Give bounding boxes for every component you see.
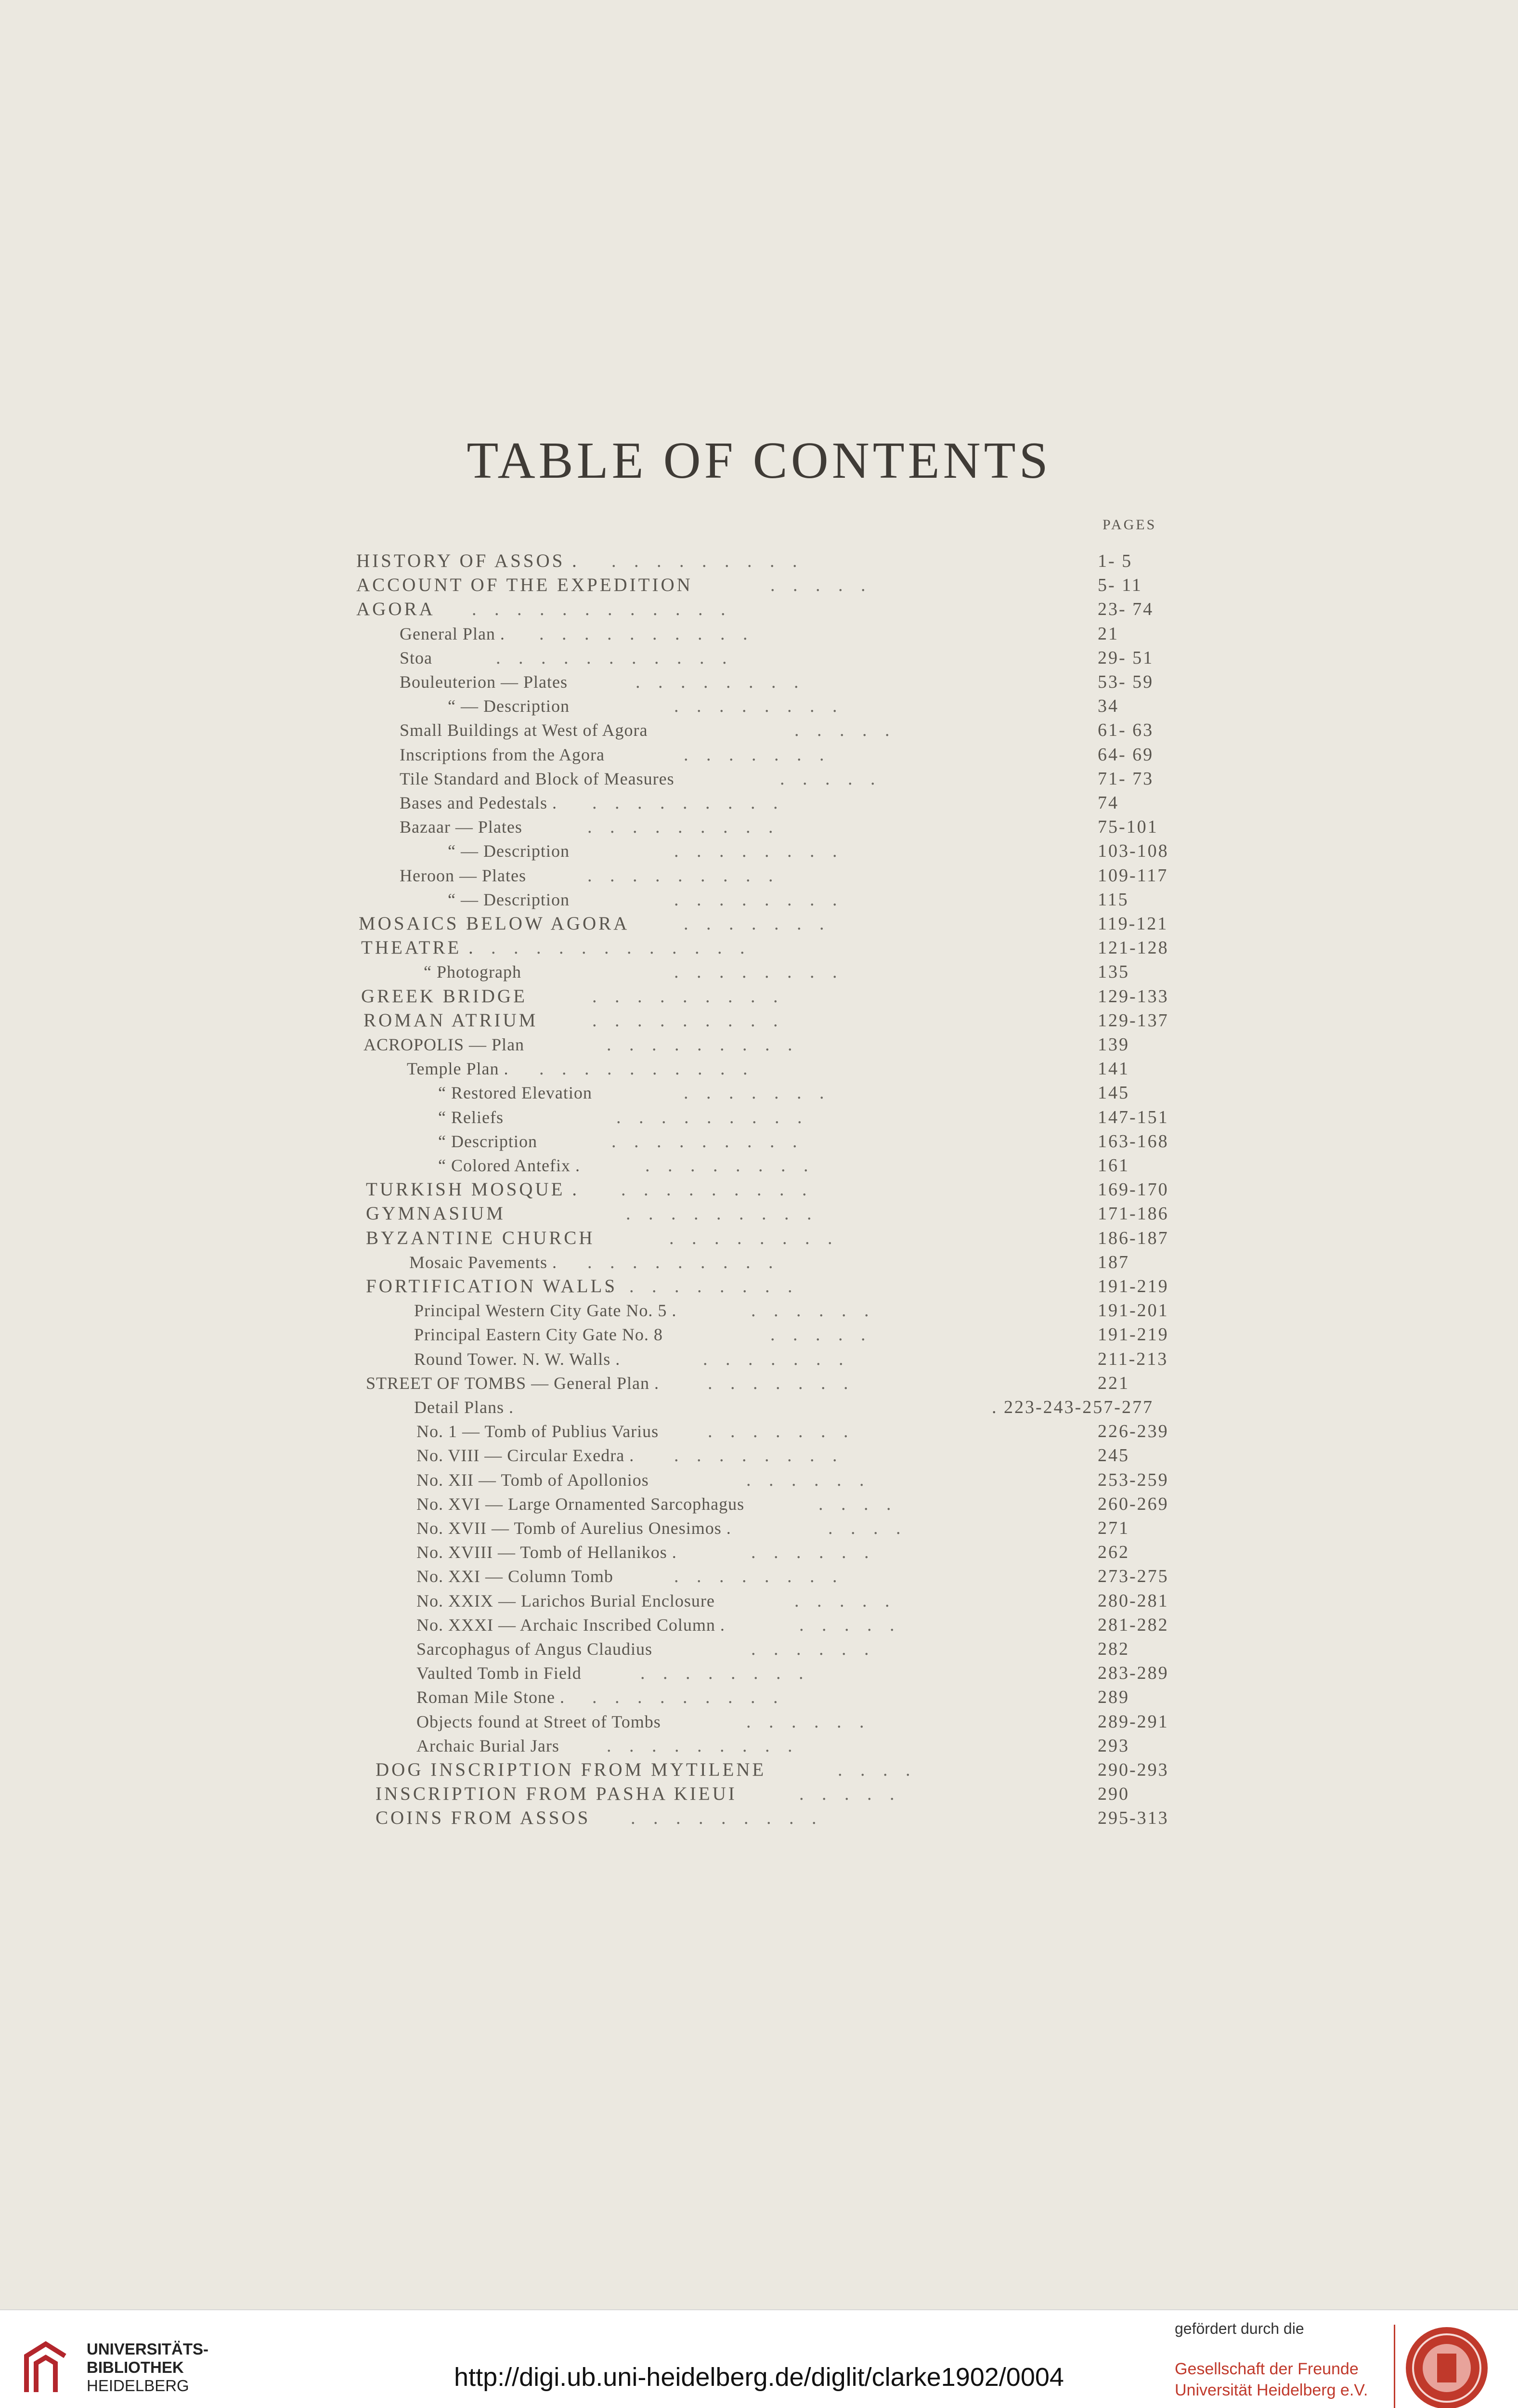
toc-row (0, 1008, 1518, 1033)
toc-entry-pages: 273-275 (1098, 1566, 1169, 1586)
toc-entry-pages: 280-281 (1098, 1591, 1169, 1611)
footer-bar (0, 2309, 1518, 2408)
leader-dots: . . . . . . . . . (592, 793, 785, 813)
toc-entry-label: “ Colored Antefix . (438, 1156, 580, 1175)
toc-entry-pages: 226-239 (1098, 1421, 1169, 1441)
toc-row (0, 646, 1518, 670)
toc-entry-label: Archaic Burial Jars (416, 1736, 559, 1755)
toc-entry-pages: 260-269 (1098, 1494, 1169, 1514)
leader-dots: . . . . . . . . . . . . (491, 938, 752, 958)
toc-row (0, 1347, 1518, 1371)
toc-entry-pages: 245 (1098, 1445, 1129, 1466)
leader-dots: . . . . . . . . (674, 890, 844, 910)
toc-entry-pages: 262 (1098, 1542, 1129, 1562)
toc-entry-pages: 109-117 (1098, 865, 1168, 886)
toc-row (0, 718, 1518, 742)
toc-entry-label: “ Reliefs (438, 1108, 504, 1127)
toc-entry-pages: 103-108 (1098, 841, 1169, 861)
toc-row (0, 1661, 1518, 1685)
toc-entry-label: Round Tower. N. W. Walls . (414, 1349, 621, 1369)
leader-dots: . . . . . (794, 1591, 896, 1611)
toc-entry-label: Bases and Pedestals . (400, 793, 557, 812)
leader-dots: . . . . . . (751, 1639, 876, 1659)
toc-row (0, 936, 1518, 960)
toc-entry-pages: 61- 63 (1098, 720, 1154, 740)
toc-row (0, 1057, 1518, 1081)
toc-entry-pages: 23- 74 (1098, 599, 1154, 619)
toc-row (0, 1685, 1518, 1709)
toc-entry-label: No. XXI — Column Tomb (416, 1567, 613, 1586)
leader-dots: . . . . . . . (684, 1083, 831, 1103)
toc-entry-label: ROMAN ATRIUM (363, 1010, 538, 1031)
toc-entry-pages: 187 (1098, 1252, 1129, 1272)
toc-row (0, 1419, 1518, 1443)
leader-dots: . . . . . . . . (674, 696, 844, 716)
leader-dots: . . . . . (799, 1615, 901, 1635)
leader-dots: . . . . . . (746, 1712, 871, 1732)
leader-dots: . . . . . . . . . (587, 1252, 780, 1272)
leader-dots: . . . . . . . (708, 1421, 855, 1441)
toc-entry-pages: 129-137 (1098, 1010, 1169, 1031)
leader-dots: . . . . . . . . . (592, 1687, 785, 1707)
leader-dots: . . . . . . . . (674, 841, 844, 861)
toc-row (0, 839, 1518, 863)
leader-dots: . . . . . . . . . (587, 865, 780, 886)
toc-entry-pages: 21 (1098, 624, 1119, 644)
toc-entry-label: MOSAICS BELOW AGORA (359, 913, 630, 934)
leader-dots: . . . . . . . . (645, 1155, 815, 1176)
leader-dots: . . . . . . . . . . (539, 624, 754, 644)
toc-entry-label: AGORA (356, 599, 435, 619)
library-name-line1: UNIVERSITÄTS- (87, 2340, 209, 2358)
toc-row (0, 1564, 1518, 1588)
toc-row (0, 1178, 1518, 1202)
toc-entry-pages: 161 (1098, 1155, 1129, 1176)
toc-entry-pages: 186-187 (1098, 1228, 1169, 1248)
toc-row (0, 549, 1518, 573)
toc-entry-pages: 293 (1098, 1736, 1129, 1756)
toc-entry-pages: 253-259 (1098, 1470, 1169, 1490)
toc-row (0, 1274, 1518, 1298)
leader-dots: . . . . . . . . (674, 962, 844, 982)
toc-row (0, 912, 1518, 936)
toc-entry-label: ACCOUNT OF THE EXPEDITION (356, 575, 693, 595)
leader-dots: . . . . . . . . . (626, 1204, 818, 1224)
toc-entry-label: Bouleuterion — Plates (400, 672, 568, 692)
toc-row (0, 1516, 1518, 1540)
toc-entry-label: No. XII — Tomb of Apollonios (416, 1470, 649, 1490)
toc-entry-pages: 135 (1098, 962, 1129, 982)
toc-row (0, 767, 1518, 791)
toc-entry-pages: 295-313 (1098, 1808, 1169, 1828)
toc-entry-label: No. XVI — Large Ornamented Sarcophagus (416, 1494, 745, 1514)
toc-entry-label: Principal Eastern City Gate No. 8 (414, 1325, 663, 1344)
toc-entry-pages: 121-128 (1098, 938, 1169, 958)
toc-row (0, 1371, 1518, 1395)
toc-entry-pages: 53- 59 (1098, 672, 1154, 692)
toc-entry-label: No. XXXI — Archaic Inscribed Column . (416, 1615, 725, 1635)
toc-entry-label: STREET OF TOMBS — General Plan . (366, 1374, 660, 1393)
leader-dots: . . . . . . . . . (616, 1107, 809, 1127)
leader-dots: . . . . . . . . . (587, 817, 780, 837)
pages-column-header: PAGES (1103, 517, 1157, 533)
toc-row (0, 1443, 1518, 1467)
toc-entry-pages: 281-282 (1098, 1615, 1169, 1635)
toc-entry-pages: 147-151 (1098, 1107, 1169, 1127)
toc-entry-pages: 119-121 (1098, 914, 1168, 934)
toc-row (0, 984, 1518, 1008)
library-name-line2: BIBLIOTHEK (87, 2358, 184, 2376)
leader-dots: . . . . . (794, 720, 896, 740)
toc-row (0, 1250, 1518, 1274)
toc-row (0, 1589, 1518, 1613)
toc-entry-pages: 289-291 (1098, 1712, 1169, 1732)
toc-entry-label: No. XVIII — Tomb of Hellanikos . (416, 1543, 677, 1562)
sponsor-name (1175, 2358, 1368, 2401)
footer-divider (1394, 2325, 1395, 2408)
funded-by-label: gefördert durch die (1175, 2320, 1304, 2337)
toc-entry-label: “ — Description (448, 890, 570, 909)
leader-dots: . . . . (818, 1494, 898, 1514)
toc-entry-pages: 271 (1098, 1518, 1129, 1538)
leader-dots: . . . . . . . . . . . . (472, 599, 732, 619)
toc-row (0, 573, 1518, 597)
toc-entry-pages: 64- 69 (1098, 745, 1154, 765)
toc-entry-pages: 115 (1098, 890, 1129, 910)
leader-dots: . . . . . . . . . (611, 1131, 804, 1152)
toc-entry-label: Objects found at Street of Tombs (416, 1712, 661, 1731)
leader-dots: . . . . . . . . . . . (496, 648, 734, 668)
toc-entry-label: TURKISH MOSQUE . (366, 1179, 579, 1200)
toc-entry-pages: 29- 51 (1098, 648, 1154, 668)
toc-entry-pages: 289 (1098, 1687, 1129, 1707)
toc-entry-label: No. XXIX — Larichos Burial Enclosure (416, 1591, 715, 1610)
toc-row (0, 1613, 1518, 1637)
toc-entry-pages: . 223-243-257-277 (992, 1397, 1154, 1417)
leader-dots: . . . . . . . . . (631, 1808, 823, 1828)
toc-entry-pages: 290-293 (1098, 1760, 1169, 1780)
toc-entry-label: “ Description (438, 1132, 537, 1151)
toc-entry-pages: 74 (1098, 793, 1119, 813)
toc-entry-label: Detail Plans . (414, 1398, 514, 1417)
source-url-link[interactable]: http://digi.ub.uni-heidelberg.de/diglit/clarke1902/0004 (454, 2363, 1064, 2392)
leader-dots: . . . . . . . (708, 1373, 855, 1393)
toc-row (0, 1806, 1518, 1830)
leader-dots: . . . . (828, 1518, 908, 1538)
toc-entry-pages: 71- 73 (1098, 769, 1154, 789)
toc-row (0, 1637, 1518, 1661)
leader-dots: . . . . . . . . (640, 1663, 810, 1683)
leader-dots: . . . . . . (746, 1470, 871, 1490)
toc-entry-pages: 290 (1098, 1784, 1129, 1804)
toc-row (0, 864, 1518, 888)
university-seal-icon (1403, 2325, 1490, 2408)
toc-entry-label: HISTORY OF ASSOS . (356, 550, 579, 571)
toc-entry-label: General Plan . (400, 624, 505, 643)
toc-entry-pages: 169-170 (1098, 1179, 1169, 1200)
toc-row (0, 1395, 1518, 1419)
toc-row (0, 1492, 1518, 1516)
toc-row (0, 622, 1518, 646)
toc-row (0, 1540, 1518, 1564)
toc-entry-label: Bazaar — Plates (400, 817, 522, 837)
toc-row (0, 1468, 1518, 1492)
toc-entry-label: Mosaic Pavements . (409, 1253, 557, 1272)
toc-row (0, 888, 1518, 912)
toc-entry-pages: 163-168 (1098, 1131, 1169, 1152)
toc-entry-label: FORTIFICATION WALLS (366, 1276, 618, 1296)
toc-row (0, 694, 1518, 718)
toc-row (0, 743, 1518, 767)
toc-entry-pages: 75-101 (1098, 817, 1158, 837)
toc-entry-label: DOG INSCRIPTION FROM MYTILENE (376, 1759, 766, 1780)
library-name-line3: HEIDELBERG (87, 2377, 189, 2395)
toc-entry-pages: 171-186 (1098, 1204, 1169, 1224)
toc-row (0, 960, 1518, 984)
toc-row (0, 597, 1518, 621)
toc-entry-pages: 191-201 (1098, 1300, 1169, 1321)
toc-entry-label: GREEK BRIDGE (361, 986, 527, 1007)
toc-row (0, 1033, 1518, 1057)
toc-row (0, 1298, 1518, 1322)
toc-entry-label: “ Photograph (424, 962, 521, 982)
leader-dots: . . . . . (770, 575, 872, 595)
toc-entry-pages: 139 (1098, 1034, 1129, 1055)
toc-row (0, 815, 1518, 839)
toc-entry-pages: 5- 11 (1098, 575, 1142, 595)
toc-entry-pages: 211-213 (1098, 1349, 1168, 1369)
toc-entry-pages: 145 (1098, 1083, 1129, 1103)
toc-entry-label: No. 1 — Tomb of Publius Varius (416, 1422, 659, 1441)
toc-entry-label: THEATRE . (361, 937, 476, 958)
toc-entry-label: Sarcophagus of Angus Claudius (416, 1639, 652, 1659)
toc-entry-label: “ — Description (448, 696, 570, 716)
toc-entry-label: Heroon — Plates (400, 866, 526, 885)
toc-row (0, 1782, 1518, 1806)
leader-dots: . . . . . . . (703, 1349, 850, 1369)
leader-dots: . . . . . . (751, 1300, 876, 1321)
page-title: TABLE OF CONTENTS (467, 432, 1051, 489)
toc-entry-pages: 34 (1098, 696, 1119, 716)
leader-dots: . . . . . . . . (669, 1228, 839, 1248)
leader-dots: . . . . . (799, 1784, 901, 1804)
toc-row (0, 1081, 1518, 1105)
leader-dots: . . . . . . . . . (607, 1034, 799, 1055)
toc-entry-label: Vaulted Tomb in Field (416, 1663, 582, 1683)
toc-entry-label: “ — Description (448, 841, 570, 861)
toc-entry-label: Small Buildings at West of Agora (400, 720, 648, 740)
leader-dots: . . . . (838, 1760, 917, 1780)
sponsor-name-line2: Universität Heidelberg e.V. (1175, 2381, 1368, 2399)
toc-entry-pages: 221 (1098, 1373, 1129, 1393)
leader-dots: . . . . . (780, 769, 882, 789)
toc-entry-label: Temple Plan . (407, 1059, 509, 1078)
toc-entry-label: Inscriptions from the Agora (400, 745, 605, 764)
toc-entry-pages: 1- 5 (1098, 551, 1133, 571)
toc-row (0, 1105, 1518, 1129)
toc-entry-label: ACROPOLIS — Plan (363, 1035, 525, 1054)
leader-dots: . . . . . . . . . (607, 1736, 799, 1756)
toc-row (0, 1734, 1518, 1758)
leader-dots: . . . . . . . . (674, 1445, 844, 1466)
leader-dots: . . . . . (770, 1324, 872, 1345)
leader-dots: . . . . . . . . . (621, 1179, 814, 1200)
leader-dots: . . . . . . . . (674, 1566, 844, 1586)
toc-row (0, 791, 1518, 815)
toc-row (0, 1153, 1518, 1178)
toc-entry-pages: 191-219 (1098, 1324, 1169, 1345)
leader-dots: . . . . . . . . . (592, 1010, 785, 1031)
toc-entry-pages: 283-289 (1098, 1663, 1169, 1683)
toc-entry-pages: 282 (1098, 1639, 1129, 1659)
leader-dots: . . . . . . . . . . (539, 1059, 754, 1079)
toc-row (0, 1322, 1518, 1347)
leader-dots: . . . . . . . (684, 914, 831, 934)
toc-entry-label: Principal Western City Gate No. 5 . (414, 1301, 677, 1320)
toc-entry-label: GYMNASIUM (366, 1203, 506, 1224)
toc-entry-label: BYZANTINE CHURCH (366, 1228, 595, 1248)
toc-entry-label: Roman Mile Stone . (416, 1688, 565, 1707)
leader-dots: . . . . . . (751, 1542, 876, 1562)
toc-row (0, 1710, 1518, 1734)
leader-dots: . . . . . . . . . (611, 551, 804, 571)
toc-entry-label: Tile Standard and Block of Measures (400, 769, 675, 788)
leader-dots: . . . . . . . (684, 745, 831, 765)
leader-dots: . . . . . . . . . (592, 986, 785, 1007)
sponsor-name-line1: Gesellschaft der Freunde (1175, 2360, 1359, 2378)
toc-row (0, 670, 1518, 694)
toc-entry-pages: 191-219 (1098, 1276, 1169, 1296)
toc-row (0, 1202, 1518, 1226)
toc-entry-label: “ Restored Elevation (438, 1083, 592, 1102)
toc-entry-pages: 141 (1098, 1059, 1129, 1079)
leader-dots: . . . . . . . . (636, 672, 805, 692)
toc-row (0, 1226, 1518, 1250)
toc-row (0, 1129, 1518, 1153)
toc-entry-label: COINS FROM ASSOS (376, 1807, 591, 1828)
toc-entry-label: No. XVII — Tomb of Aurelius Onesimos . (416, 1518, 731, 1538)
leader-dots: . . . . . . . . . (607, 1276, 799, 1296)
toc-row (0, 1758, 1518, 1782)
toc-entry-label: Stoa (400, 648, 433, 667)
toc-entry-label: INSCRIPTION FROM PASHA KIEUI (376, 1783, 737, 1804)
toc-entry-pages: 129-133 (1098, 986, 1169, 1007)
toc-entry-label: No. VIII — Circular Exedra . (416, 1446, 635, 1465)
